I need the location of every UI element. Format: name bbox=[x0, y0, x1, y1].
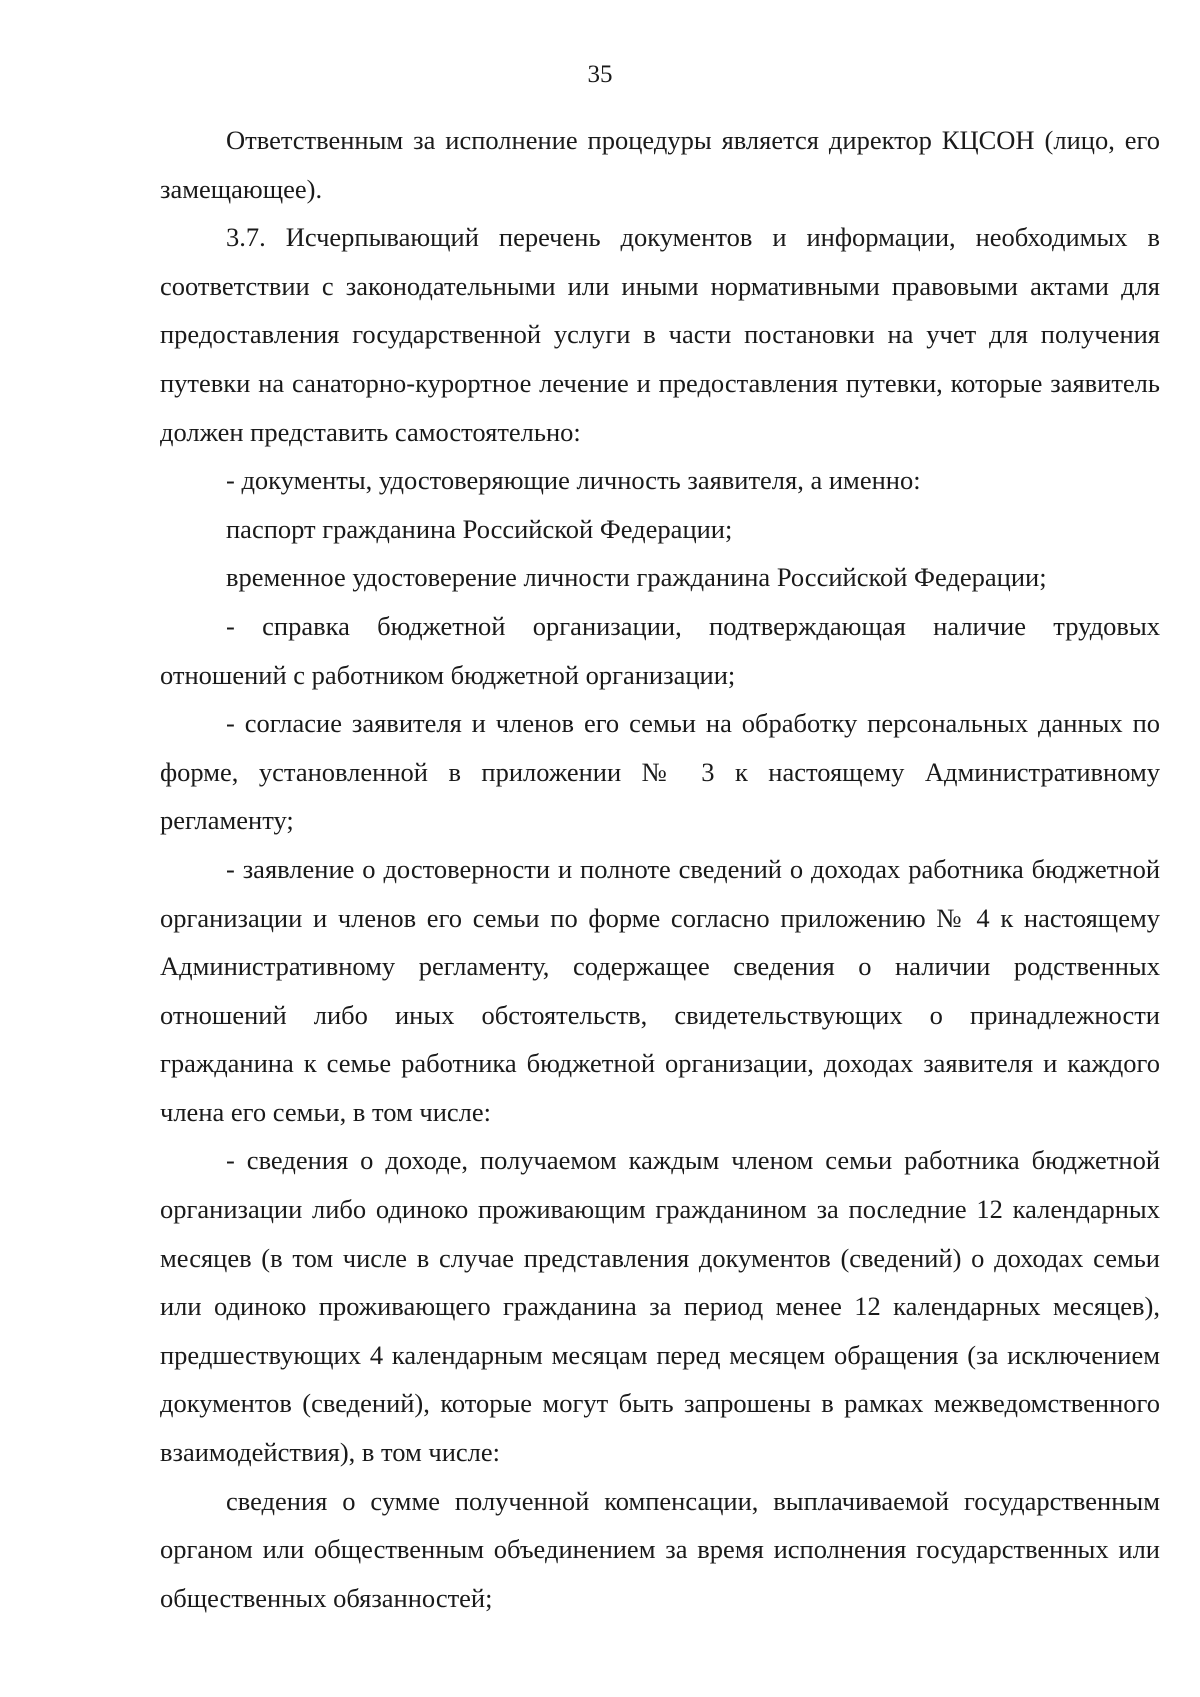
paragraph-income-information: - сведения о доходе, получаемом каждым членом семьи работника бюджетной организации либо одиноко проживающим гражданином за последние 12 календарных месяцев (в том числе в случае представления документов (сведений) о доходах семьи или одиноко проживающего гражданина за период менее 12 календарных месяцев), предшествующих 4 календарным месяцам перед месяцем обращения (за исключением документов (сведений), которые могут быть запрошены в рамках межведомственного взаимодействия), в том числе: bbox=[160, 1145, 1160, 1468]
paragraph-temporary-id: временное удостоверение личности гражданина Российской Федерации; bbox=[226, 562, 1047, 593]
document-body bbox=[160, 116, 1160, 1622]
page-number: 35 bbox=[587, 61, 613, 88]
paragraph-compensation-information: сведения о сумме полученной компенсации, выплачиваемой государственным органом или общественным объединением за время исполнения государственных или общественных обязанностей; bbox=[160, 1485, 1160, 1613]
paragraph-responsible: Ответственным за исполнение процедуры является директор КЦСОН (лицо, его замещающее). bbox=[160, 125, 1160, 204]
paragraph-income-statement: - заявление о достоверности и полноте сведений о доходах работника бюджетной организации и членов его семьи по форме согласно приложению № 4 к настоящему Административному регламенту, содержащее сведения о наличии родственных отношений либо иных обстоятельств, свидетельствующих о принадлежности гражданина к семье работника бюджетной организации, доходах заявителя и каждого члена его семьи, в том числе: bbox=[160, 853, 1160, 1127]
paragraph-passport: паспорт гражданина Российской Федерации; bbox=[226, 513, 733, 544]
paragraph-data-consent: - согласие заявителя и членов его семьи на обработку персональных данных по форме, установленной в приложении № 3 к настоящему Административному регламенту; bbox=[160, 708, 1160, 836]
paragraph-section-3-7: 3.7. Исчерпывающий перечень документов и информации, необходимых в соответствии с законодательными или иными нормативными правовыми актами для предоставления государственной услуги в части постановки на учет для получения путевки на санаторно-курортное лечение и предоставления путевки, которые заявитель должен представить самостоятельно: bbox=[160, 222, 1160, 447]
paragraph-identity-documents: - документы, удостоверяющие личность заявителя, а именно: bbox=[226, 465, 921, 496]
paragraph-employment-certificate: - справка бюджетной организации, подтверждающая наличие трудовых отношений с работником бюджетной организации; bbox=[160, 610, 1160, 690]
